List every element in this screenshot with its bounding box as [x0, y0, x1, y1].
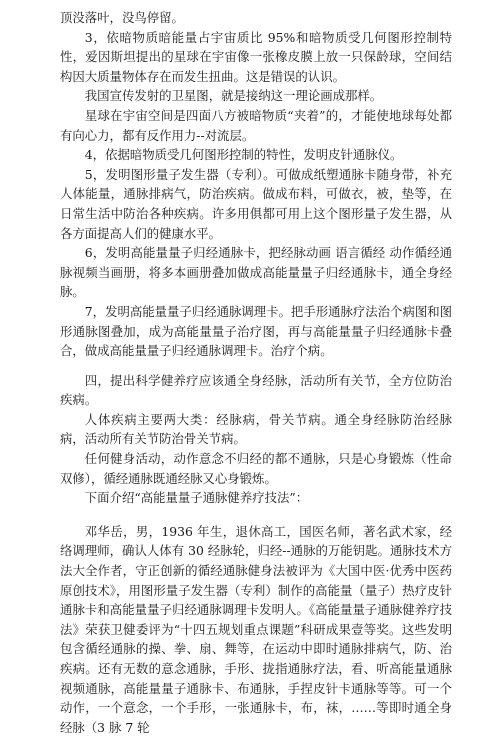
- document-page: [60, 8, 452, 737]
- paragraph-12: 邓华岳，男，1936 年生，退休高工，国医名师，著名武术家，经络调理师，确认人体有 30 经脉轮，归经--通脉的万能钥匙。通脉技术方法大全作者，守正创新的循经通脉健身法被评为《大国中医·优秀中医药原创技术》，用图形量子发生器（专利）制作的高能量（量子）热疗皮针通脉卡和高能量量子归经通脉调理卡发明人。《高能量量子通脉健养疗技法》荣获卫健委评为“十四五规划重点课题”科研成果壹等奖。这些发明包含循经通脉的操、拳、扇、舞等，在运动中即时通脉排病气，防、治疾病。还有无数的意念通脉，手形、拢指通脉疗法，看、听高能量通脉视频通脉，高能量量子通脉卡、布通脉，手捏皮针卡通脉等等。可一个动作，一个意念，一个手形，一张通脉卡，布，袜，……等即时通全身经脉（3 脉 7 轮: [60, 523, 452, 735]
- paragraph-2: 3，依暗物质暗能量占宇宙质比 95%和暗物质受几何图形控制特性，爱因斯坦提出的星球在宇宙像一张橡皮膜上放一只保龄球，空间结构因大质量物体存在而发生扭曲。这是错误的认识。: [60, 29, 452, 84]
- paragraph-8: 7，发明高能量量子归经通脉调理卡。把手形通脉疗法治个病图和图形通脉图叠加，成为高能量量子治疗图，再与高能量量子归经通脉卡叠合，做成高能量量子归经通脉调理卡。治疗个病。: [60, 303, 453, 359]
- paragraph-7: 6，发明高能量量子归经通脉卡，把经脉动画 语言循经 动作循经通脉视频当画册，将多本画册叠加做成高能量量子归经通脉卡，通全身经脉。: [60, 245, 452, 300]
- paragraph-1: 顶没落叶，没鸟停留。: [60, 10, 184, 25]
- paragraph-9: 人体疾病主要两大类：经脉病，骨关节病。通全身经脉防治经脉病，活动所有关节防治骨关节病。: [60, 411, 452, 447]
- paragraph-11: 下面介绍“高能量量子通脉健养疗技法”：: [84, 490, 309, 506]
- paragraph-6: 5，发明图形量子发生器（专利）。可做成纸塑通脉卡随身带，补充人体能量，通脉排病气，防治疾病。做成布料，可做衣，被，垫等，在日常生活中防治各种疾病。许多用俱都可用上这个图形量子发生器，从各方面提高人们的健康水平。: [60, 166, 452, 241]
- section-heading-4: 四，提出科学健养疗应该通全身经脉，活动所有关节，全方位防治疾病。: [60, 372, 452, 408]
- paragraph-5: 4，依据暗物质受几何图形控制的特性，发明皮针通脉仪。: [84, 147, 403, 163]
- paragraph-10: 任何健身活动，动作意念不归经的都不通脉，只是心身锻炼（性命双修），循经通脉既通经脉又心身锻炼。: [60, 451, 452, 486]
- paragraph-4: 星球在宇宙空间是四面八方被暗物质“夹着”的，才能使地球每处都有向心力，都有反作用力--对流层。: [60, 107, 452, 143]
- paragraph-3: 我国宣传发射的卫星图，就是接纳这一理论画成那样。: [84, 88, 383, 104]
